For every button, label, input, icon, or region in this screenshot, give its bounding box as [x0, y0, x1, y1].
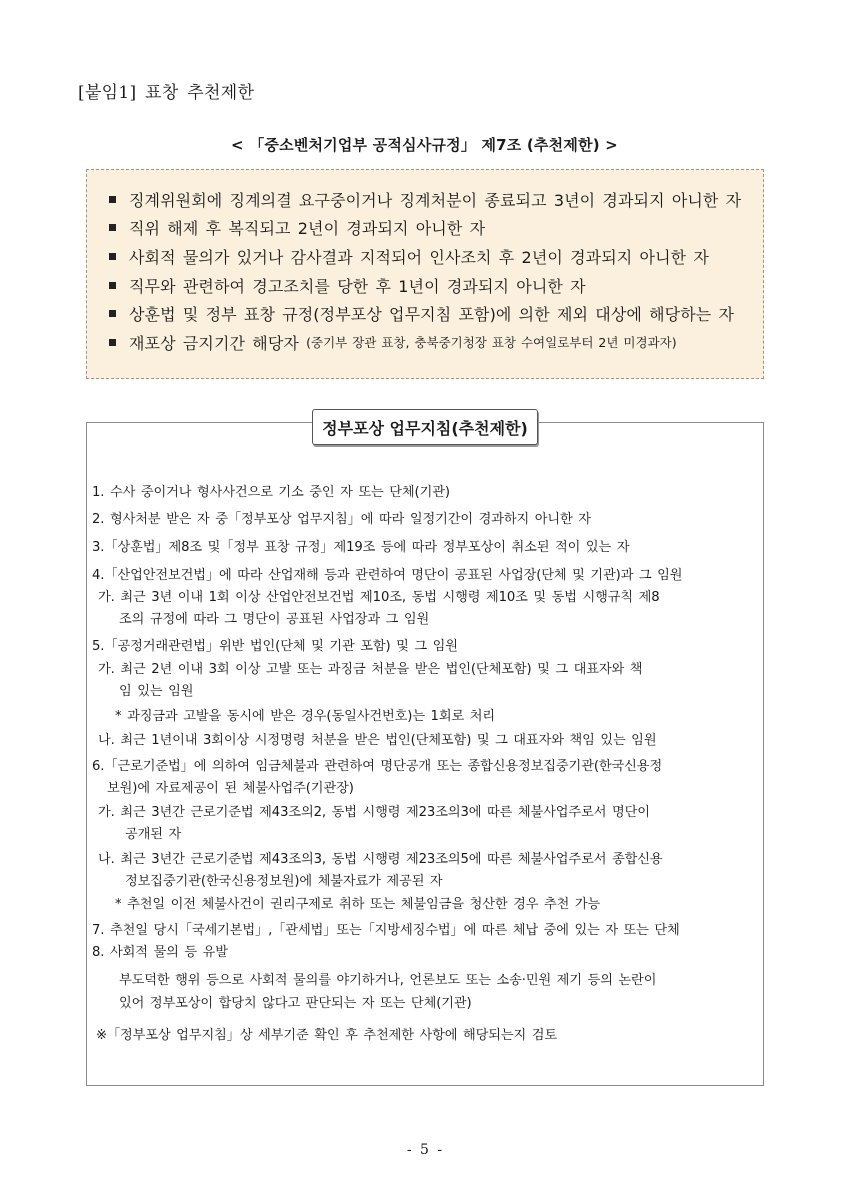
guideline-item-continued: 보원)에 자료제공이 된 체불사업주(기관장)	[107, 781, 354, 796]
rule-box	[86, 169, 764, 379]
guideline-subitem: 가. 최근 2년 이내 3회 이상 고발 또는 과징금 처분을 받은 법인(단체포함) 및 그 대표자와 책	[98, 662, 643, 677]
rule-list	[109, 185, 757, 357]
guideline-reference-note: ※「정부포상 업무지침」상 세부기준 확인 후 추천제한 사항에 해당되는지 검토	[96, 1028, 558, 1043]
guideline-subitem: 가. 최근 3년 이내 1회 이상 산업안전보건법 제10조, 동법 시행령 제10조 및 동법 시행규칙 제8	[98, 590, 660, 605]
gov-guideline-title: 정부포상 업무지침(추천제한)	[312, 409, 538, 445]
square-bullet-icon	[109, 224, 116, 231]
rule-item-text: 재포상 금지기간 해당자	[129, 333, 299, 353]
guideline-item: 1. 수사 중이거나 형사사건으로 기소 중인 자 또는 단체(기관)	[92, 485, 450, 500]
guideline-subitem: 나. 최근 1년이내 3회이상 시정명령 처분을 받은 법인(단체포함) 및 그 대표자와 책임 있는 임원	[98, 733, 657, 748]
guideline-subitem-continued: 정보집중기관(한국신용정보원)에 체불자료가 제공된 자	[125, 874, 443, 889]
guideline-note: * 과징금과 고발을 동시에 받은 경우(동일사건번호)는 1회로 처리	[115, 709, 495, 724]
rule-item-text: 직무와 관련하여 경고조치를 당한 후 1년이 경과되지 아니한 자	[129, 276, 586, 296]
rule-item	[109, 299, 757, 328]
guideline-item: 4.「산업안전보건법」에 따라 산업재해 등과 관련하여 명단이 공표된 사업장(단체 및 기관)과 그 임원	[92, 568, 683, 583]
square-bullet-icon	[109, 196, 116, 203]
rule-item-text: 사회적 물의가 있거나 감사결과 지적되어 인사조치 후 2년이 경과되지 아니한 자	[129, 247, 709, 267]
guideline-item: 7. 추천일 당시「국세기본법」,「관세법」또는「지방세징수법」에 따른 체납 중에 있는 자 또는 단체	[92, 923, 680, 938]
guideline-item: 5.「공정거래관련법」위반 법인(단체 및 기관 포함) 및 그 임원	[92, 639, 458, 654]
rule-item-note: (중기부 장관 표창, 충북중기청장 표창 수여일로부터 2년 미경과자)	[306, 335, 677, 351]
guideline-subitem-continued: 조의 규정에 따라 그 명단이 공표된 사업장과 그 임원	[119, 612, 430, 627]
guideline-item: 6.「근로기준법」에 의하여 임금체불과 관련하여 명단공개 또는 종합신용정보집중기관(한국신용정	[92, 759, 663, 774]
guideline-item: 2. 형사처분 받은 자 중「정부포상 업무지침」에 따라 일정기간이 경과하지 아니한 자	[92, 512, 591, 527]
square-bullet-icon	[109, 339, 116, 346]
guideline-subitem-continued: 공개된 자	[125, 827, 182, 842]
page-number: - 5 -	[406, 1142, 443, 1158]
attachment-title: [붙임1] 표창 추천제한	[78, 83, 255, 103]
rule-heading: < 「중소벤처기업부 공적심사규정」 제7조 (추천제한) >	[231, 136, 618, 154]
rule-item-text: 직위 해제 후 복직되고 2년이 경과되지 아니한 자	[129, 219, 486, 239]
guideline-paragraph: 부도덕한 행위 등으로 사회적 물의를 야기하거나, 언론보도 또는 소송·민원 제기 등의 논란이	[119, 973, 657, 988]
guideline-paragraph: 있어 정부포상이 합당치 않다고 판단되는 자 또는 단체(기관)	[119, 996, 472, 1011]
square-bullet-icon	[109, 253, 116, 260]
guideline-note: * 추천일 이전 체불사건이 권리구제로 취하 또는 체불임금을 청산한 경우 추천 가능	[115, 897, 601, 912]
rule-item	[109, 328, 757, 357]
rule-item	[109, 214, 757, 243]
guideline-item: 8. 사회적 물의 등 유발	[92, 945, 228, 960]
rule-item-text: 상훈법 및 정부 표창 규정(정부포상 업무지침 포함)에 의한 제외 대상에 해당하는 자	[129, 305, 735, 325]
guideline-subitem-continued: 임 있는 임원	[119, 684, 194, 699]
guideline-subitem: 가. 최근 3년간 근로기준법 제43조의2, 동법 시행령 제23조의3에 따른 체불사업주로서 명단이	[98, 805, 650, 820]
rule-item	[109, 185, 757, 214]
rule-item-text: 징계위원회에 징계의결 요구중이거나 징계처분이 종료되고 3년이 경과되지 아니한 자	[129, 190, 742, 210]
square-bullet-icon	[109, 310, 116, 317]
guideline-subitem: 나. 최근 3년간 근로기준법 제43조의3, 동법 시행령 제23조의5에 따른 체불사업주로서 종합신용	[98, 852, 663, 867]
square-bullet-icon	[109, 282, 116, 289]
rule-item	[109, 271, 757, 300]
guideline-item: 3.「상훈법」제8조 및「정부 표창 규정」제19조 등에 따라 정부포상이 취소된 적이 있는 자	[92, 540, 630, 555]
rule-item	[109, 242, 757, 271]
